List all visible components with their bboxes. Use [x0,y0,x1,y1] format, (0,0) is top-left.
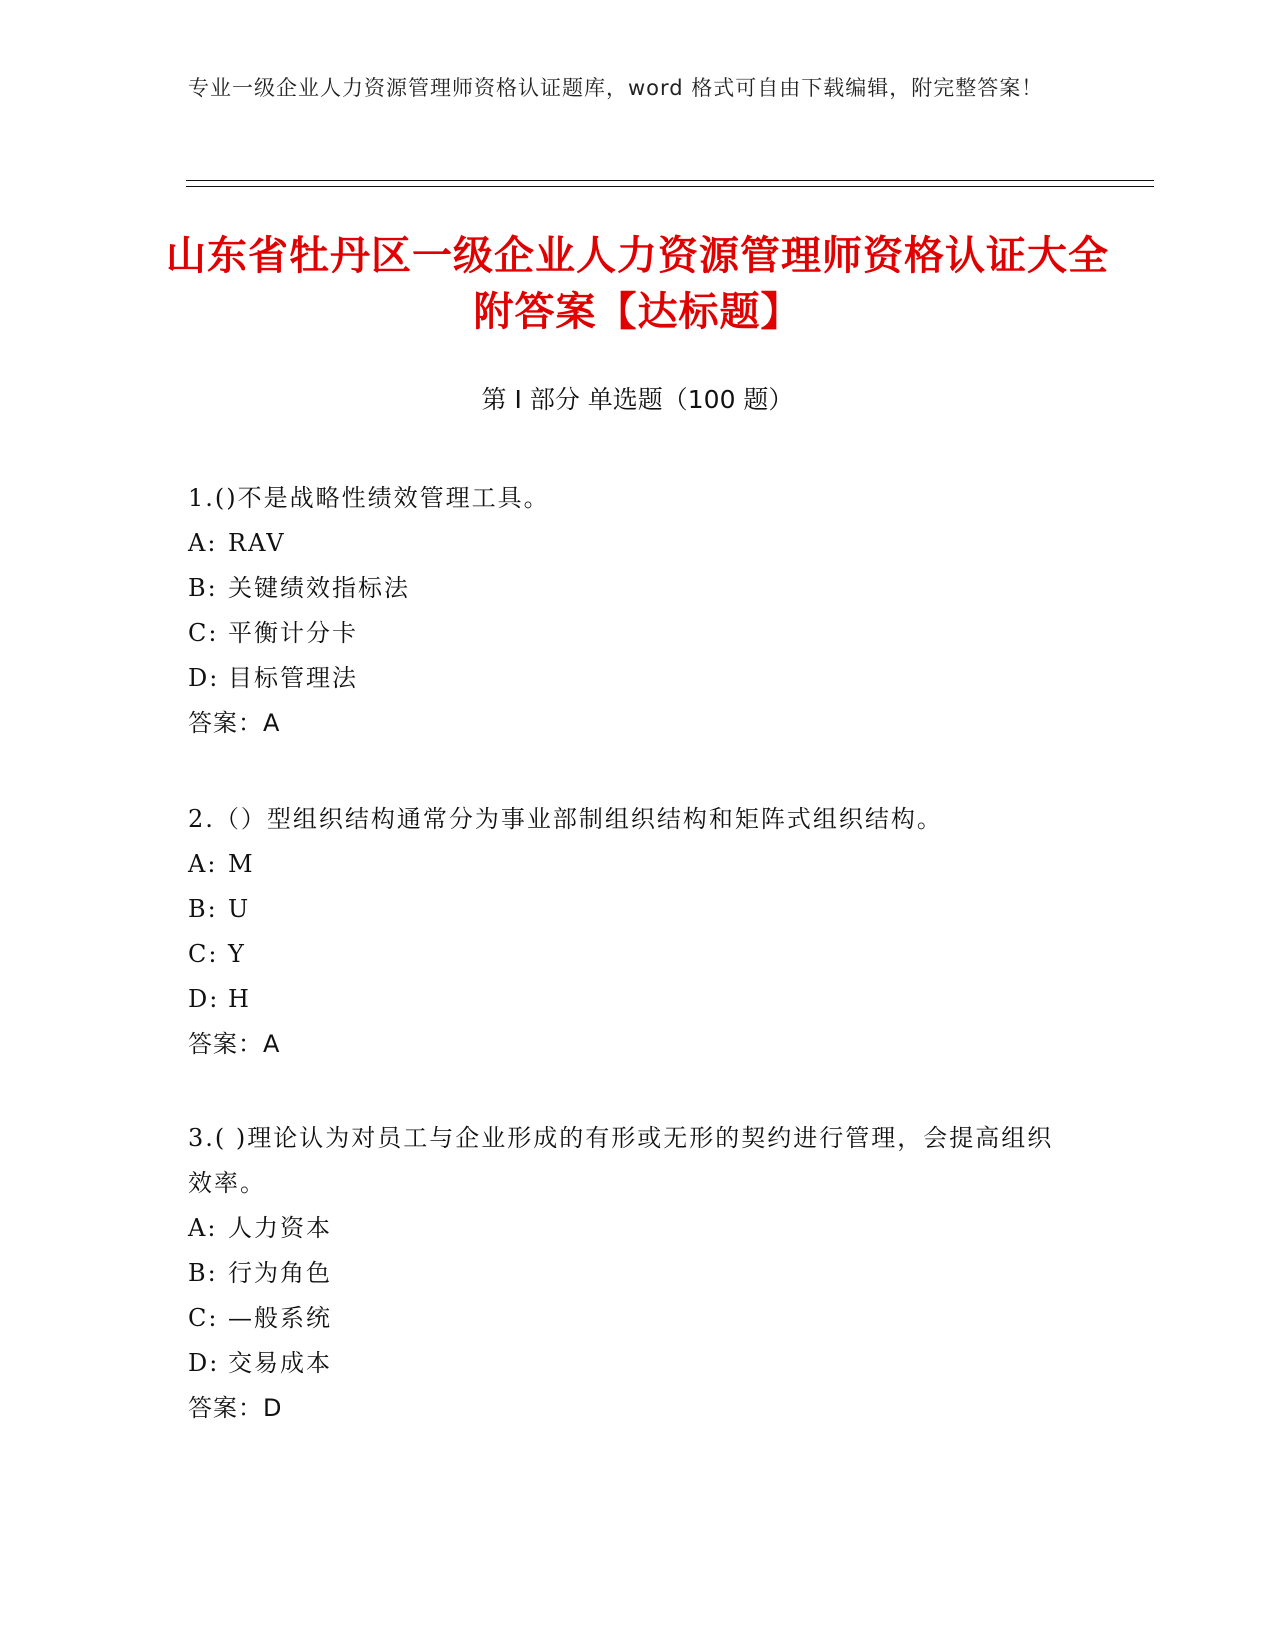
option-text: 交易成本 [228,1349,332,1377]
option-key: C: [188,619,219,647]
header-note: 专业一级企业人力资源管理师资格认证题库，word 格式可自由下载编辑，附完整答案！ [188,76,1044,100]
option-text: U [228,895,251,923]
option-a [188,521,1078,566]
option-key: C: [188,1304,219,1332]
option-key: C: [188,940,219,968]
option-key: A: [188,850,218,878]
option-d [188,977,1078,1022]
option-a [188,1206,1078,1251]
answer-line: 答案：A [188,709,281,737]
header-divider-bottom [186,186,1154,187]
option-text: H [228,985,251,1013]
question-stem: 1.()不是战略性绩效管理工具。 [188,484,550,512]
option-text: 目标管理法 [228,664,358,692]
option-b [188,1251,1078,1296]
option-text: —般系统 [228,1304,332,1332]
option-key: D: [188,664,220,692]
option-key: A: [188,529,218,557]
option-key: D: [188,985,220,1013]
answer-line: 答案：A [188,1030,281,1058]
option-key: B: [188,574,218,602]
option-text: 平衡计分卡 [228,619,358,647]
option-key: B: [188,895,218,923]
section-heading: 第 I 部分 单选题（100 题） [481,385,794,414]
option-text: Y [228,940,246,968]
option-text: 关键绩效指标法 [228,574,410,602]
option-c [188,932,1078,977]
option-text: 行为角色 [228,1259,332,1287]
document-title: 山东省牡丹区一级企业人力资源管理师资格认证大全附答案【达标题】 [166,233,1109,335]
answer-line: 答案：D [188,1394,283,1422]
option-key: A: [188,1214,218,1242]
question-2 [188,797,1078,1067]
option-b [188,566,1078,611]
option-text: M [228,850,255,878]
option-text: RAV [228,529,286,557]
option-d [188,656,1078,701]
option-c [188,611,1078,656]
option-key: D: [188,1349,220,1377]
option-a [188,842,1078,887]
option-c [188,1296,1078,1341]
header-divider-top [186,180,1154,181]
option-key: B: [188,1259,218,1287]
option-text: 人力资本 [228,1214,332,1242]
option-d [188,1341,1078,1386]
question-stem: 2.（）型组织结构通常分为事业部制组织结构和矩阵式组织结构。 [188,805,943,833]
option-b [188,887,1078,932]
question-1 [188,476,1078,746]
question-stem: 3.( )理论认为对员工与企业形成的有形或无形的契约进行管理，会提高组织效率。 [188,1124,1054,1197]
question-3 [188,1116,1078,1431]
